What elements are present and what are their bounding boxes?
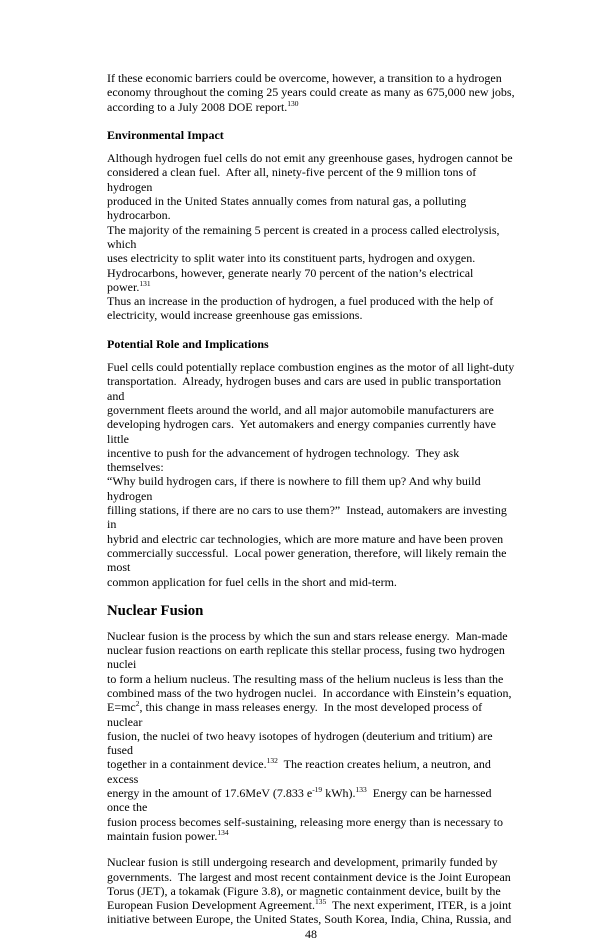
paragraph-fusion-process: Nuclear fusion is the process by which the sun and stars release energy. Man-made nuclear fusion reactions on earth replicate this stellar process, fusing two hydrogen nuclei to form a helium nucleus. The resulting mass of the helium nucleus is less than the combined mass of the two hydrogen nuclei. In accordance with Einstein’s equation, $E=mc^2$, this change in mass releases energy. In the most developed process of nuclear fusion, the nuclei of two heavy isotopes of hydrogen (deuterium and tritium) are fused together in a containment device.$^{132}$ The reaction creates helium, a neutron, and excess energy in the amount of 17.6MeV (7.833 $e^{-19}$ kWh).$^{133}$ Energy can be harnessed once the fusion process becomes self-sustaining, releasing more energy than is necessary to maintain fusion power.$^{134}$ — [107, 628, 512, 843]
paragraph-environmental-impact: Although hydrogen fuel cells do not emit any greenhouse gases, hydrogen cannot be considered a clean fuel. After all, ninety-five percent of the 9 million tons of hydrogen produced in the United States annually comes from natural gas, a polluting hydrocarbon. The majority of the remaining 5 percent is created in a process called electrolysis, which uses electricity to split water into its constituent parts, hydrogen and oxygen. Hydrocarbons, however, generate nearly 70 percent of the nation’s electrical power.$^{131}$ Thus an increase in the production of hydrogen, a fuel produced with the help of electricity, would increase greenhouse gas emissions. — [107, 151, 513, 323]
heading-environmental-impact: Environmental Impact — [107, 127, 224, 142]
paragraph-fuel-cells-role: Fuel cells could potentially replace combustion engines as the motor of all light-duty transportation. Already, hydrogen buses and cars are used in public transportation and government fleets around the world, and all major automobile manufacturers are developing hydrogen cars. Yet automakers and energy companies currently have little incentive to push for the advancement of hydrogen technology. They ask themselves: “Why build hydrogen cars, if there is nowhere to fill them up? And why build hydrogen filling stations, if there are no cars to use them?” Instead, automakers are investing in hybrid and electric car technologies, which are more mature and have been proven commercially successful. Local power generation, therefore, will likely remain the most common application for fuel cells in the short and mid-term. — [107, 360, 515, 589]
heading-potential-role: Potential Role and Implications — [107, 336, 269, 351]
heading-nuclear-fusion: Nuclear Fusion — [107, 602, 204, 619]
paragraph-hydrogen-jobs: If these economic barriers could be overcome, however, a transition to a hydrogen economy throughout the coming 25 years could create as many as 675,000 new jobs, according to a July 2008 DOE report.$^{130}$ — [107, 71, 515, 114]
paragraph-fusion-research: Nuclear fusion is still undergoing research and development, primarily funded by governments. The largest and most recent containment device is the Joint European Torus (JET), a tokamak (Figure 3.8), or magnetic containment device, built by the European Fusion Development Agreement.$^{135}$ The next experiment, ITER, is a joint initiative between Europe, the United States, South Korea, India, China, Russia, and — [107, 855, 512, 927]
document-page — [107, 71, 515, 941]
page-number: 48 — [305, 926, 317, 941]
